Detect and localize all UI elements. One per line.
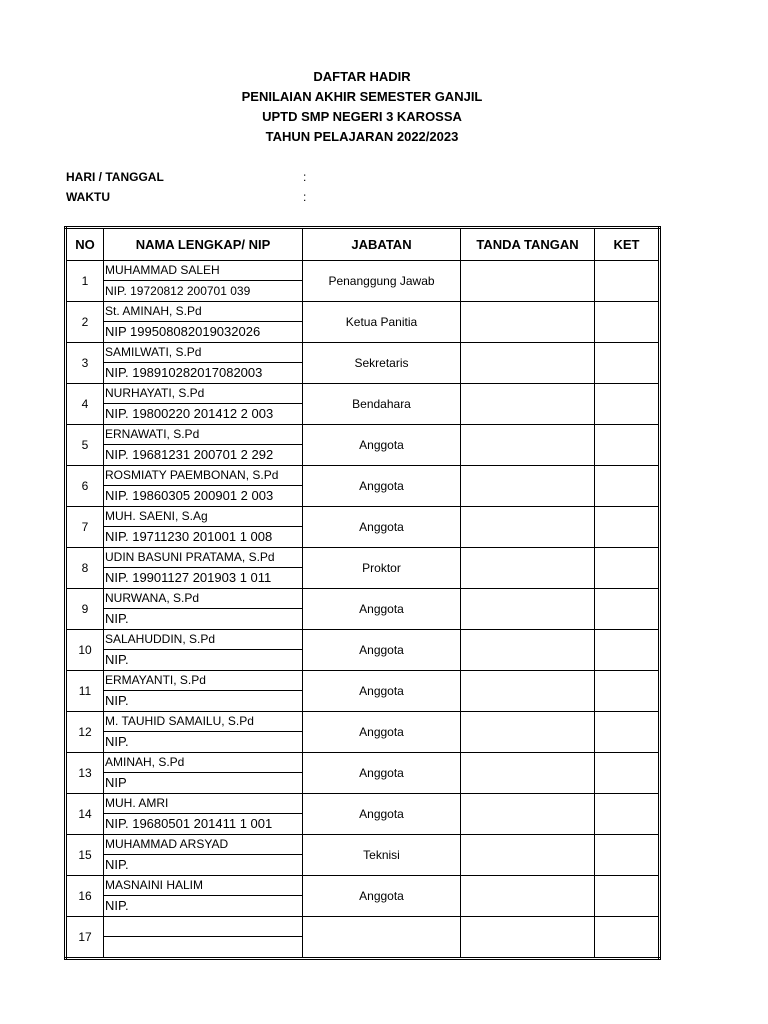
ket-cell[interactable] xyxy=(595,835,660,876)
table-row xyxy=(66,876,660,917)
jabatan-cell: Bendahara xyxy=(303,384,461,425)
name-nip-cell xyxy=(104,589,303,630)
signature-cell[interactable] xyxy=(461,343,595,384)
ket-cell[interactable] xyxy=(595,507,660,548)
hari-tanggal-row xyxy=(66,170,307,184)
jabatan-cell: Anggota xyxy=(303,630,461,671)
jabatan-cell: Anggota xyxy=(303,876,461,917)
name-nip-cell xyxy=(104,671,303,712)
staff-name: MASNAINI HALIM xyxy=(104,876,302,896)
staff-name: ERMAYANTI, S.Pd xyxy=(104,671,302,691)
name-nip-cell xyxy=(104,548,303,589)
staff-nip: NIP. 19901127 201903 1 011 xyxy=(105,570,272,585)
attendance-table xyxy=(64,226,661,960)
row-number: 11 xyxy=(66,671,104,712)
jabatan-cell: Anggota xyxy=(303,794,461,835)
table-row xyxy=(66,343,660,384)
signature-cell[interactable] xyxy=(461,466,595,507)
staff-nip: NIP. 19680501 201411 1 001 xyxy=(105,816,273,831)
staff-nip: NIP. xyxy=(105,693,129,708)
row-number: 12 xyxy=(66,712,104,753)
waktu-label: WAKTU xyxy=(66,190,110,204)
header-nama: NAMA LENGKAP/ NIP xyxy=(104,228,303,261)
staff-nip: NIP. 19800220 201412 2 003 xyxy=(105,406,274,421)
table-row xyxy=(66,384,660,425)
ket-cell[interactable] xyxy=(595,589,660,630)
ket-cell[interactable] xyxy=(595,425,660,466)
title-line-4: TAHUN PELAJARAN 2022/2023 xyxy=(265,129,459,144)
name-nip-cell xyxy=(104,753,303,794)
table-row xyxy=(66,261,660,302)
name-nip-cell xyxy=(104,302,303,343)
header-jabatan: JABATAN xyxy=(303,228,461,261)
staff-nip: NIP. 19681231 200701 2 292 xyxy=(105,447,274,462)
staff-name xyxy=(104,917,302,937)
jabatan-cell: Anggota xyxy=(303,671,461,712)
jabatan-cell: Sekretaris xyxy=(303,343,461,384)
staff-name: ERNAWATI, S.Pd xyxy=(104,425,302,445)
row-number: 3 xyxy=(66,343,104,384)
waktu-colon: : xyxy=(303,190,307,204)
table-row xyxy=(66,548,660,589)
jabatan-cell: Anggota xyxy=(303,753,461,794)
table-row xyxy=(66,630,660,671)
signature-cell[interactable] xyxy=(461,876,595,917)
staff-name: ROSMIATY PAEMBONAN, S.Pd xyxy=(104,466,302,486)
table-row xyxy=(66,917,660,959)
signature-cell[interactable] xyxy=(461,712,595,753)
name-nip-cell xyxy=(104,794,303,835)
signature-cell[interactable] xyxy=(461,917,595,959)
name-nip-cell xyxy=(104,876,303,917)
signature-cell[interactable] xyxy=(461,589,595,630)
row-number: 4 xyxy=(66,384,104,425)
jabatan-cell: Anggota xyxy=(303,507,461,548)
signature-cell[interactable] xyxy=(461,630,595,671)
row-number: 6 xyxy=(66,466,104,507)
row-number: 16 xyxy=(66,876,104,917)
signature-cell[interactable] xyxy=(461,425,595,466)
ket-cell[interactable] xyxy=(595,753,660,794)
header-no: NO xyxy=(66,228,104,261)
staff-nip: NIP xyxy=(105,775,127,790)
name-nip-cell xyxy=(104,261,303,302)
staff-name: SALAHUDDIN, S.Pd xyxy=(104,630,302,650)
title-line-1: DAFTAR HADIR xyxy=(313,69,411,84)
name-nip-cell xyxy=(104,630,303,671)
ket-cell[interactable] xyxy=(595,384,660,425)
name-nip-cell xyxy=(104,425,303,466)
row-number: 7 xyxy=(66,507,104,548)
row-number: 8 xyxy=(66,548,104,589)
row-number: 15 xyxy=(66,835,104,876)
signature-cell[interactable] xyxy=(461,671,595,712)
title-line-2: PENILAIAN AKHIR SEMESTER GANJIL xyxy=(241,89,483,104)
staff-nip: NIP. 19711230 201001 1 008 xyxy=(105,529,273,544)
ket-cell[interactable] xyxy=(595,630,660,671)
document-title xyxy=(0,67,724,147)
signature-cell[interactable] xyxy=(461,794,595,835)
ket-cell[interactable] xyxy=(595,548,660,589)
signature-cell[interactable] xyxy=(461,261,595,302)
jabatan-cell: Anggota xyxy=(303,589,461,630)
staff-nip: NIP. 19720812 200701 039 xyxy=(105,284,251,298)
staff-name: MUH. SAENI, S.Ag xyxy=(104,507,302,527)
row-number: 13 xyxy=(66,753,104,794)
ket-cell[interactable] xyxy=(595,917,660,959)
title-line-3: UPTD SMP NEGERI 3 KAROSSA xyxy=(262,109,462,124)
staff-name: MUH. AMRI xyxy=(104,794,302,814)
name-nip-cell xyxy=(104,507,303,548)
signature-cell[interactable] xyxy=(461,835,595,876)
row-number: 2 xyxy=(66,302,104,343)
signature-cell[interactable] xyxy=(461,507,595,548)
staff-name: AMINAH, S.Pd xyxy=(104,753,302,773)
table-row xyxy=(66,589,660,630)
ket-cell[interactable] xyxy=(595,876,660,917)
row-number: 1 xyxy=(66,261,104,302)
ket-cell[interactable] xyxy=(595,671,660,712)
table-row xyxy=(66,835,660,876)
staff-nip: NIP. xyxy=(105,652,129,667)
row-number: 17 xyxy=(66,917,104,959)
staff-nip: NIP. 198910282017082003 xyxy=(105,365,263,380)
ket-cell[interactable] xyxy=(595,261,660,302)
table-body xyxy=(66,261,660,959)
name-nip-cell xyxy=(104,343,303,384)
staff-name: MUHAMMAD SALEH xyxy=(104,261,302,281)
staff-nip: NIP 199508082019032026 xyxy=(105,324,261,339)
name-nip-cell xyxy=(104,917,303,959)
jabatan-cell: Teknisi xyxy=(303,835,461,876)
name-nip-cell xyxy=(104,384,303,425)
hari-tanggal-colon: : xyxy=(303,170,307,184)
staff-nip: NIP. 19860305 200901 2 003 xyxy=(105,488,274,503)
staff-name: St. AMINAH, S.Pd xyxy=(104,302,302,322)
row-number: 5 xyxy=(66,425,104,466)
table-row xyxy=(66,671,660,712)
ket-cell[interactable] xyxy=(595,343,660,384)
jabatan-cell: Ketua Panitia xyxy=(303,302,461,343)
staff-nip xyxy=(104,937,302,957)
jabatan-cell: Anggota xyxy=(303,466,461,507)
staff-nip: NIP. xyxy=(105,898,129,913)
jabatan-cell: Penanggung Jawab xyxy=(303,261,461,302)
jabatan-cell: Anggota xyxy=(303,712,461,753)
signature-cell[interactable] xyxy=(461,548,595,589)
name-nip-cell xyxy=(104,466,303,507)
table-row xyxy=(66,302,660,343)
table-row xyxy=(66,466,660,507)
table-header-row xyxy=(66,228,660,261)
table-row xyxy=(66,712,660,753)
ket-cell[interactable] xyxy=(595,712,660,753)
staff-name: NURHAYATI, S.Pd xyxy=(104,384,302,404)
signature-cell[interactable] xyxy=(461,384,595,425)
signature-cell[interactable] xyxy=(461,302,595,343)
row-number: 10 xyxy=(66,630,104,671)
row-number: 9 xyxy=(66,589,104,630)
hari-tanggal-label: HARI / TANGGAL xyxy=(66,170,164,184)
table-row xyxy=(66,753,660,794)
ket-cell[interactable] xyxy=(595,302,660,343)
waktu-row xyxy=(66,190,307,204)
staff-nip: NIP. xyxy=(105,734,129,749)
ket-cell[interactable] xyxy=(595,794,660,835)
staff-name: M. TAUHID SAMAILU, S.Pd xyxy=(104,712,302,732)
staff-nip: NIP. xyxy=(105,611,129,626)
header-ket: KET xyxy=(595,228,660,261)
ket-cell[interactable] xyxy=(595,466,660,507)
name-nip-cell xyxy=(104,835,303,876)
header-tanda-tangan: TANDA TANGAN xyxy=(461,228,595,261)
name-nip-cell xyxy=(104,712,303,753)
table-row xyxy=(66,794,660,835)
row-number: 14 xyxy=(66,794,104,835)
table-row xyxy=(66,425,660,466)
signature-cell[interactable] xyxy=(461,753,595,794)
staff-nip: NIP. xyxy=(105,857,129,872)
jabatan-cell: Proktor xyxy=(303,548,461,589)
staff-name: SAMILWATI, S.Pd xyxy=(104,343,302,363)
staff-name: MUHAMMAD ARSYAD xyxy=(104,835,302,855)
jabatan-cell: Anggota xyxy=(303,425,461,466)
table-row xyxy=(66,507,660,548)
jabatan-cell xyxy=(303,917,461,959)
staff-name: UDIN BASUNI PRATAMA, S.Pd xyxy=(104,548,302,568)
staff-name: NURWANA, S.Pd xyxy=(104,589,302,609)
